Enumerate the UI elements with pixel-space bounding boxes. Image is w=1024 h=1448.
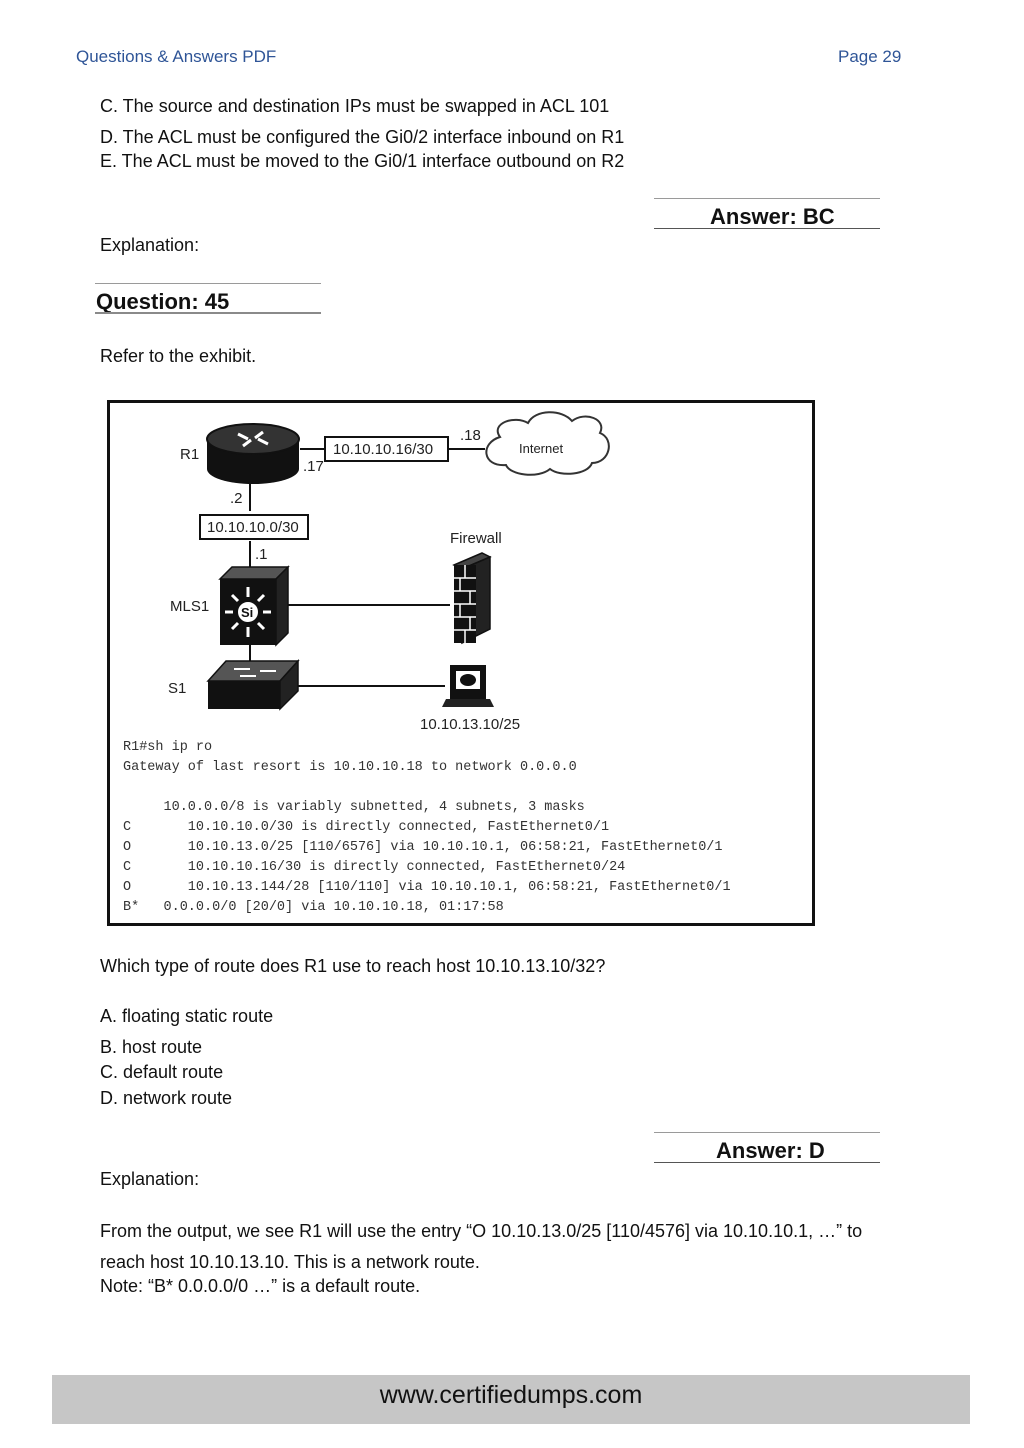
cli-line: O 10.10.13.144/28 [110/110] via 10.10.10.1, 06:58:21, FastEthernet0/1: [123, 880, 731, 895]
cli-line: R1#sh ip ro: [123, 740, 213, 755]
option-c: C. The source and destination IPs must be swapped in ACL 101: [100, 96, 610, 116]
exhibit-figure: [107, 400, 815, 926]
host-label: 10.10.13.10/25: [420, 716, 521, 733]
answer-rule-top: [654, 198, 880, 199]
cli-line: Gateway of last resort is 10.10.10.18 to network 0.0.0.0: [123, 760, 577, 775]
subnet-mid-label: 10.10.10.0/30: [207, 519, 299, 536]
svg-text:Si: Si: [241, 605, 254, 620]
multilayer-switch-icon: [220, 567, 288, 645]
footer-website: www.certifiedumps.com: [379, 1381, 643, 1409]
answer-rule-bottom: [654, 1162, 880, 1163]
option-d: D. network route: [100, 1088, 233, 1108]
cli-line: O 10.10.13.0/25 [110/6576] via 10.10.10.1, 06:58:21, FastEthernet0/1: [123, 840, 723, 855]
option-d: D. The ACL must be configured the Gi0/2 interface inbound on R1: [100, 127, 625, 147]
cli-line: 10.0.0.0/8 is variably subnetted, 4 subnets, 3 masks: [123, 800, 585, 815]
cli-line: B* 0.0.0.0/0 [20/0] via 10.10.10.18, 01:17:58: [123, 900, 504, 915]
cli-line: C 10.10.10.0/30 is directly connected, FastEthernet0/1: [123, 820, 610, 835]
internet-label: Internet: [519, 441, 564, 456]
option-e: E. The ACL must be moved to the Gi0/1 interface outbound on R2: [100, 151, 625, 171]
r1-label: R1: [180, 446, 200, 463]
option-b: B. host route: [100, 1037, 203, 1057]
explanation-text: From the output, we see R1 will use the entry “O 10.10.13.0/25 [110/4576] via 10.10.10.1, …” to: [100, 1221, 863, 1241]
ip-label-17: .17: [303, 458, 324, 475]
question-prompt: Which type of route does R1 use to reach host 10.10.13.10/32?: [100, 956, 606, 976]
answer-label: Answer: D: [716, 1138, 825, 1163]
answer-label: Answer: BC: [710, 204, 835, 229]
option-c: C. default route: [100, 1062, 224, 1082]
document-title: Questions & Answers PDF: [76, 47, 277, 66]
question-intro: Refer to the exhibit.: [100, 346, 257, 366]
option-a: A. floating static route: [100, 1006, 274, 1026]
footer-bar: [52, 1375, 970, 1424]
network-diagram: [110, 403, 812, 923]
workstation-icon: [442, 665, 494, 707]
answer-rule-bottom: [654, 228, 880, 229]
firewall-icon: [454, 553, 490, 643]
subnet-top-label: 10.10.10.16/30: [333, 441, 434, 458]
s1-label: S1: [168, 680, 187, 697]
explanation-note: Note: “B* 0.0.0.0/0 …” is a default route.: [100, 1276, 421, 1296]
firewall-label: Firewall: [450, 530, 502, 547]
explanation-label: Explanation:: [100, 235, 200, 255]
explanation-label: Explanation:: [100, 1169, 200, 1189]
ip-label-1: .1: [255, 546, 268, 563]
cli-line: C 10.10.10.16/30 is directly connected, FastEthernet0/24: [123, 860, 626, 875]
explanation-text: reach host 10.10.13.10. This is a network route.: [100, 1252, 480, 1272]
question-rule-top: [95, 283, 321, 284]
question-title: Question: 45: [96, 289, 230, 314]
answer-rule-top: [654, 1132, 880, 1133]
router-icon: [207, 424, 299, 484]
switch-icon: [208, 661, 298, 709]
ip-label-2: .2: [230, 490, 243, 507]
question-rule-bottom: [95, 312, 321, 314]
ip-label-18: .18: [460, 427, 481, 444]
page-number: Page 29: [838, 47, 902, 66]
mls1-label: MLS1: [170, 598, 210, 615]
